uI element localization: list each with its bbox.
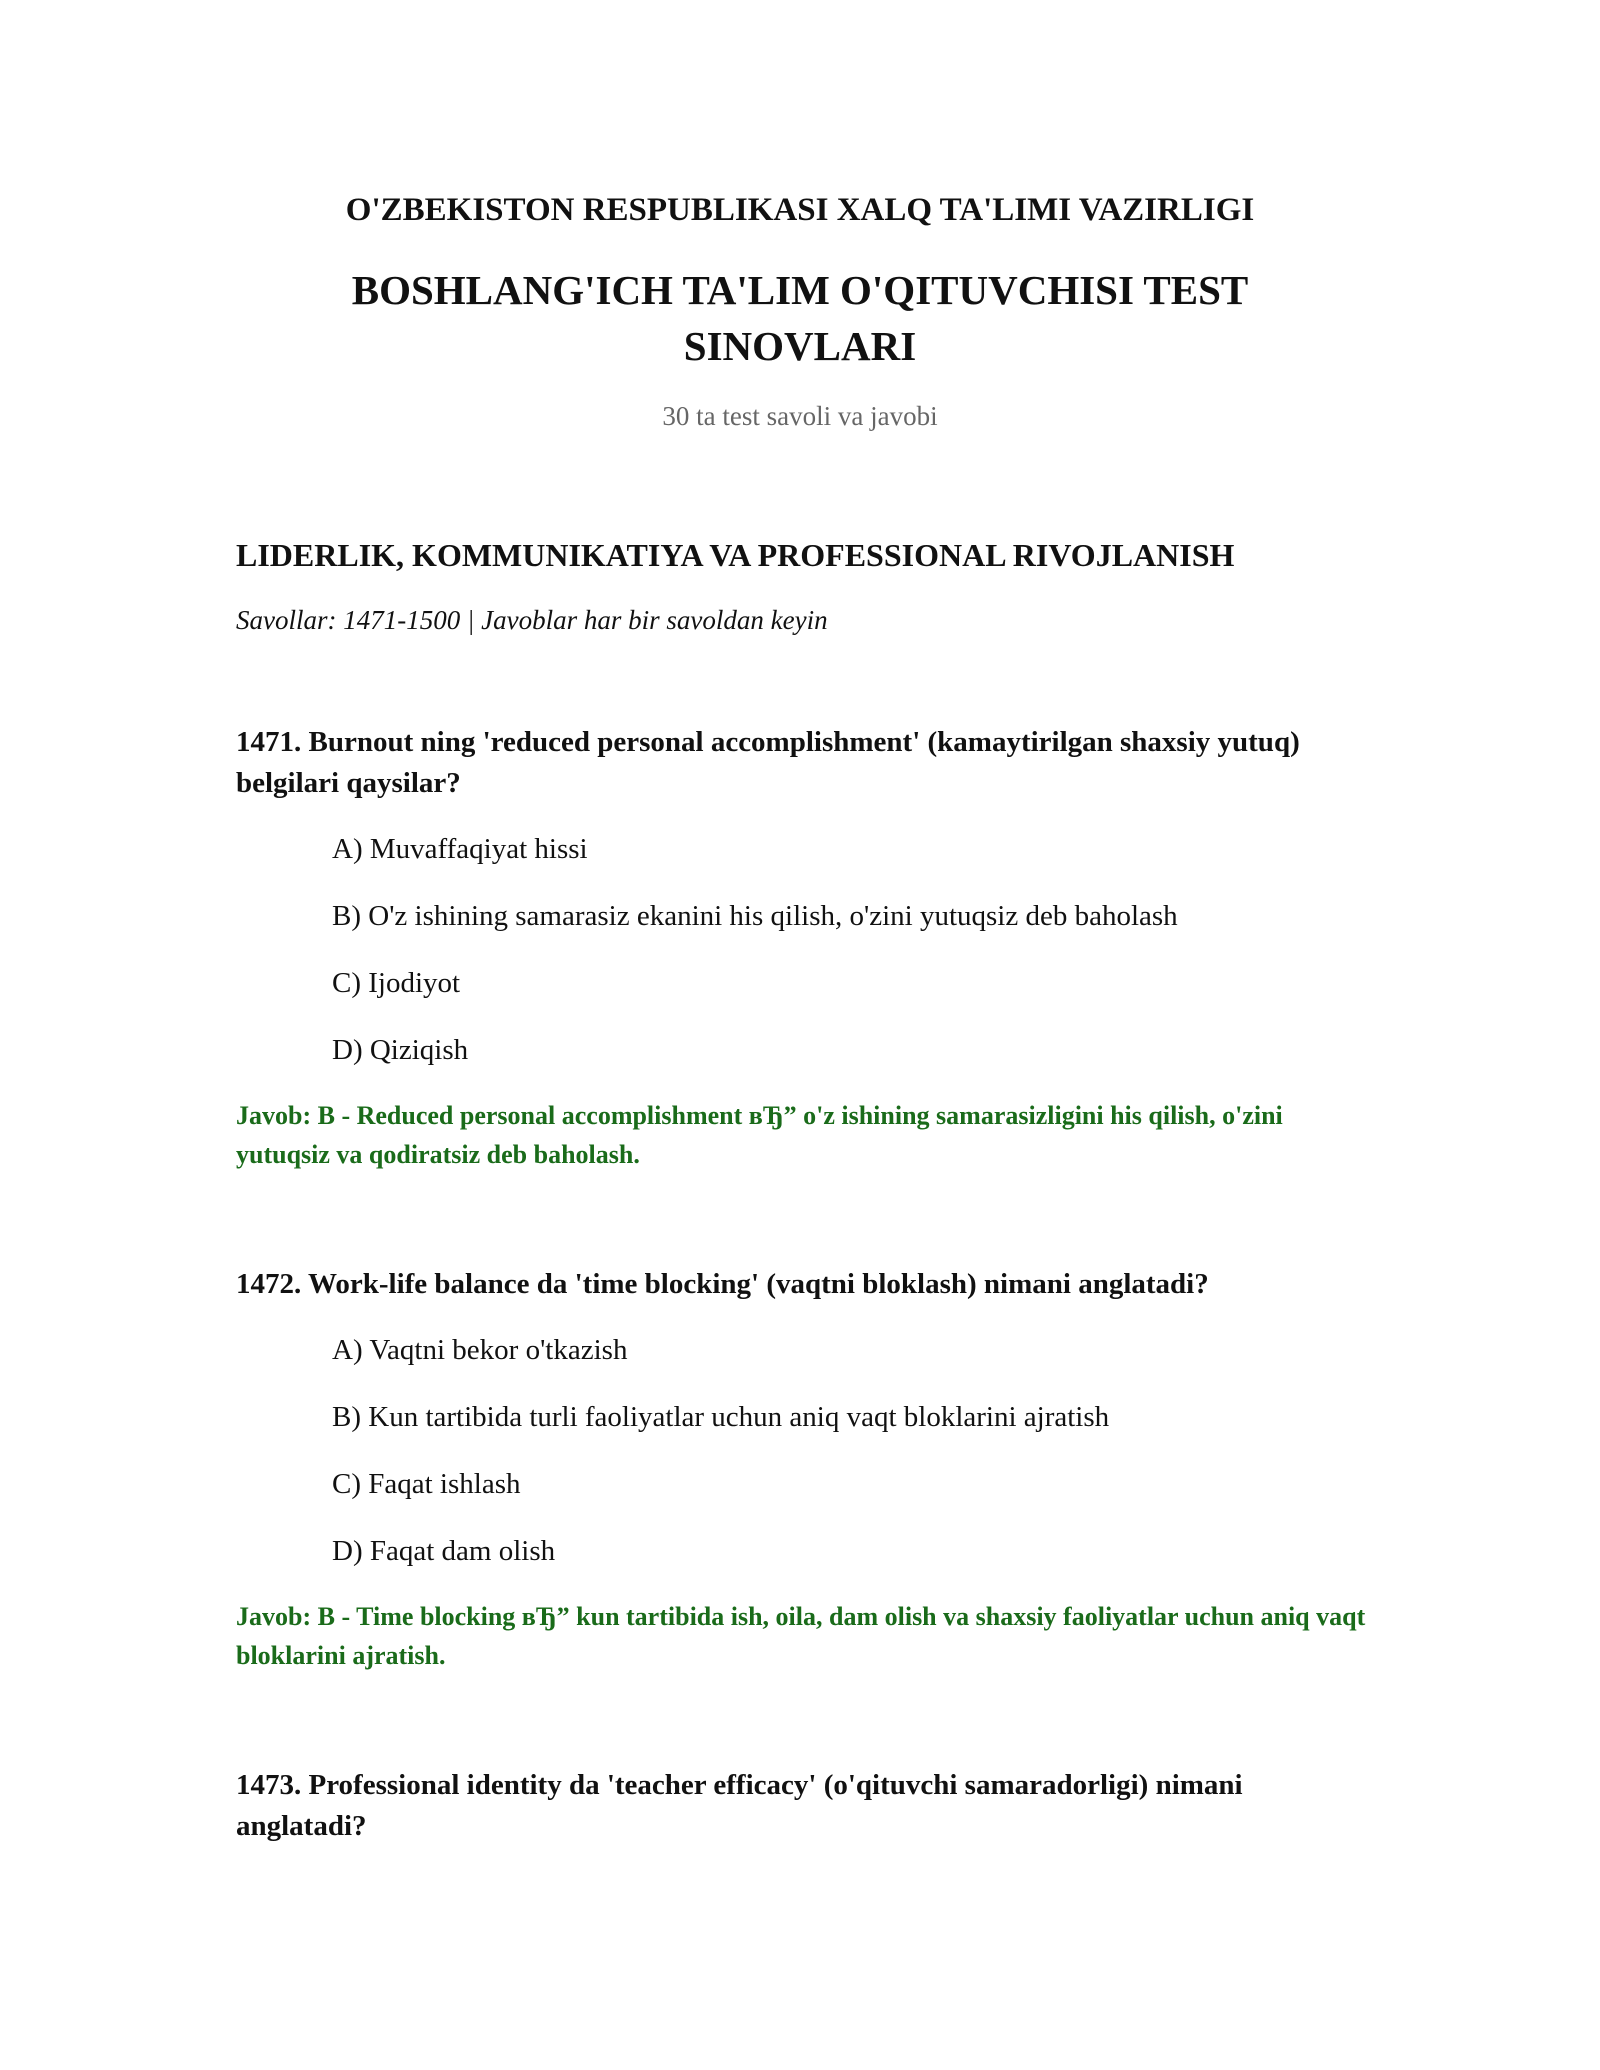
answer-option: B) O'z ishining samarasiz ekanini his qilish, o'zini yutuqsiz deb baholash	[332, 900, 1178, 932]
document-title	[0, 262, 1600, 374]
answer-key: Javob: B - Reduced personal accomplishment вЂ” o'z ishining samarasizligini his qilish, o'zini yutuqsiz va qodiratsiz deb baholash.	[236, 1101, 1283, 1169]
section-subtitle: Savollar: 1471-1500 | Javoblar har bir savoldan keyin	[236, 605, 828, 635]
question-text: 1471. Burnout ning 'reduced personal accomplishment' (kamaytirilgan shaxsiy yutuq) belgilari qaysilar?	[236, 726, 1300, 799]
answer-key: Javob: B - Time blocking вЂ” kun tartibida ish, oila, dam olish va shaxsiy faoliyatlar uchun aniq vaqt bloklarini ajratish.	[236, 1602, 1366, 1670]
answer-option: D) Qiziqish	[332, 1034, 469, 1066]
document-subtitle: 30 ta test savoli va javobi	[662, 401, 938, 431]
answer-option: A) Muvaffaqiyat hissi	[332, 833, 588, 865]
document-title-line-1: BOSHLANG'ICH TA'LIM O'QITUVCHISI TEST	[351, 267, 1249, 313]
question-text: 1472. Work-life balance da 'time blocking' (vaqtni bloklash) nimani anglatadi?	[236, 1268, 1209, 1300]
section-title: LIDERLIK, KOMMUNIKATIYA VA PROFESSIONAL RIVOJLANISH	[236, 537, 1235, 573]
document-title-line-2: SINOVLARI	[683, 323, 917, 369]
question-text: 1473. Professional identity da 'teacher efficacy' (o'qituvchi samaradorligi) nimani anglatadi?	[236, 1769, 1243, 1842]
answer-option: C) Faqat ishlash	[332, 1468, 521, 1500]
answer-option: D) Faqat dam olish	[332, 1535, 556, 1567]
answer-option: A) Vaqtni bekor o'tkazish	[332, 1334, 628, 1366]
ministry-heading: O'ZBEKISTON RESPUBLIKASI XALQ TA'LIMI VAZIRLIGI	[345, 192, 1255, 228]
answer-option: B) Kun tartibida turli faoliyatlar uchun aniq vaqt bloklarini ajratish	[332, 1401, 1110, 1433]
answer-option: C) Ijodiyot	[332, 967, 461, 999]
